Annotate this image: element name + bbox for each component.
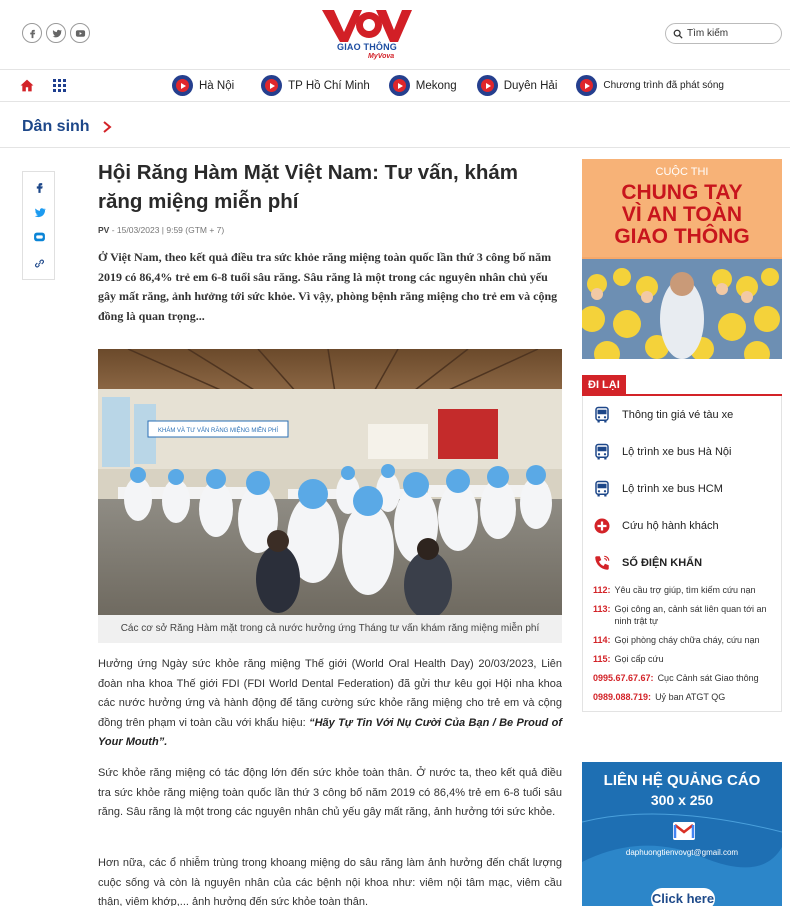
campaign-banner[interactable] [582, 159, 782, 359]
share-twitter-icon[interactable] [32, 205, 46, 219]
nav-item-label: Duyên Hải [503, 79, 558, 92]
rescue-icon [593, 517, 611, 535]
play-icon [389, 75, 410, 96]
logo-tagline: MyVova [368, 53, 395, 60]
di-lai-title: ĐI LẠI [582, 375, 626, 395]
dl-item-label: Lộ trình xe bus Hà Nội [622, 445, 732, 458]
ad-size: 300 x 250 [650, 792, 714, 808]
search-icon[interactable] [673, 29, 683, 39]
dl-item-bus-hcm[interactable] [583, 470, 781, 507]
nav-item-label: Hà Nội [199, 79, 235, 92]
phone-desc: Cục Cảnh sát Giao thông [657, 673, 759, 683]
nav-item-duyen-hai[interactable] [477, 75, 558, 96]
nav-items [172, 75, 724, 96]
phone-desc: Gọi cấp cứu [614, 654, 664, 664]
search-input[interactable] [687, 28, 777, 39]
article-paragraph-3: Hơn nữa, các ổ nhiễm trùng trong khoang miệng do sâu răng làm ảnh hưởng đến chất lượng cuộc sống và còn là nguyên nhân của các bệnh nội khoa như: viêm nội tâm mạc, viêm cầu thận, viêm khớp,... ảnh hưởng đến sức khỏe toàn thân. [98, 857, 562, 906]
article [98, 158, 562, 906]
banner-line-1: CUỘC THI [655, 166, 709, 178]
nav-item-label: TP Hồ Chí Minh [288, 79, 370, 92]
nav-item-chuong-trinh[interactable] [576, 75, 724, 96]
dl-item-label: Cứu hộ hành khách [622, 519, 719, 532]
main-nav [0, 70, 790, 102]
phone-number: 113: [593, 604, 611, 614]
article-sapo: Ở Việt Nam, theo kết quả điều tra sức khỏe răng miệng toàn quốc lần thứ 3 công bố năm 2019 có 86,4% trẻ em 6-8 tuổi sâu răng. Sâu răng là một trong các nguyên nhân chủ yếu gây mất răng, ảnh hưởng tới sức khỏe. Vì vậy, phòng bệnh răng miệng cho trẻ em và cộng đồng là quan trọng... [98, 250, 558, 323]
click-here-button[interactable]: Click here [651, 888, 715, 906]
gmail-icon [673, 822, 695, 840]
phone-item-112[interactable] [583, 581, 781, 600]
bus-icon [593, 443, 611, 461]
phone-item-114[interactable] [583, 631, 781, 650]
phone-desc: Uỷ ban ATGT QG [655, 692, 726, 702]
phone-number: 112: [593, 585, 611, 595]
copy-link-icon[interactable] [32, 256, 46, 270]
facebook-icon[interactable] [22, 23, 42, 43]
nav-item-ha-noi[interactable] [172, 75, 234, 96]
play-icon [261, 75, 282, 96]
section-title[interactable]: Dân sinh [22, 118, 90, 135]
top-header [0, 0, 790, 70]
ad-contact-box[interactable] [582, 762, 782, 906]
article-meta [98, 225, 562, 235]
article-author[interactable]: PV [98, 225, 110, 235]
article-title: Hội Răng Hàm Mặt Việt Nam: Tư vấn, khám răng miệng miễn phí [98, 161, 518, 213]
nav-item-label: Mekong [415, 79, 457, 92]
share-bar [22, 171, 55, 280]
twitter-icon[interactable] [46, 23, 66, 43]
grid-menu-icon[interactable] [53, 79, 66, 92]
nav-item-tp-hcm[interactable] [261, 75, 370, 96]
ad-title: LIÊN HỆ QUẢNG CÁO [603, 772, 761, 789]
bus-icon [593, 406, 611, 424]
banner-line-2: CHUNG TAY [621, 181, 743, 204]
vov-logo-mark [322, 8, 412, 44]
youtube-icon[interactable] [70, 23, 90, 43]
article-date: - 15/03/2023 | 9:59 (GTM + 7) [109, 225, 225, 235]
phone-item-csgt[interactable] [583, 669, 781, 688]
article-paragraph-2: Sức khỏe răng miệng có tác động lớn đến sức khỏe toàn thân. Ở nước ta, theo kết quả điều tra sức khỏe răng miệng toàn quốc lần thứ 3 công bố năm 2019 có 86,4% trẻ em 6-8 tuổi sâu răng. Sâu răng là một trong các nguyên nhân chủ yếu gây mất răng, ảnh hưởng tới sức khỏe. [98, 767, 562, 818]
chevron-right-icon [102, 121, 112, 133]
share-zalo-icon[interactable] [32, 230, 46, 244]
bus-icon [593, 480, 611, 498]
phone-number: 115: [593, 654, 611, 664]
search-box[interactable] [665, 23, 782, 44]
photo-caption: Các cơ sở Răng Hàm mặt trong cả nước hưởng ứng Tháng tư vấn khám răng miệng miễn phí [98, 615, 562, 643]
di-lai-widget [582, 375, 782, 712]
phone-item-atgt[interactable] [583, 688, 781, 707]
play-icon [477, 75, 498, 96]
vov-logo[interactable] [322, 8, 412, 66]
dl-item-bus-hanoi[interactable] [583, 433, 781, 470]
phone-desc: Yêu cầu trợ giúp, tìm kiếm cứu nạn [614, 585, 756, 595]
paragraph-1-quote: “Hãy Tự Tin Với Nụ Cười Của Bạn / Be Proud of Your Mouth”. [98, 716, 562, 748]
phone-desc: Gọi công an, cảnh sát liên quan tới an ninh trật tự [614, 604, 767, 626]
phone-item-115[interactable] [583, 650, 781, 669]
phone-number: 114: [593, 635, 611, 645]
share-facebook-icon[interactable] [32, 180, 46, 194]
home-icon[interactable] [20, 79, 34, 92]
paragraph-1-text: Hưởng ứng Ngày sức khỏe răng miệng Thế giới (World Oral Health Day) 20/03/2023, Liên đoàn nha khoa Thế giới FDI (FDI World Dental Federation) đã gửi thư kêu gọi Hội nha khoa các nước hưởng ứng và hành động để tăng cường sức khỏe răng miệng cho trẻ em và cộng đồng trên phạm vi toàn cầu với khẩu hiệu: [98, 658, 562, 729]
nav-item-label: Chương trình đã phát sóng [603, 80, 724, 91]
dl-item-ticket-info[interactable] [583, 396, 781, 433]
article-figure [98, 349, 562, 643]
dl-item-label: SỐ ĐIỆN KHẨN [622, 556, 703, 569]
section-breadcrumb [0, 103, 790, 148]
play-icon [576, 75, 597, 96]
dl-item-label: Thông tin giá vé tàu xe [622, 408, 734, 421]
phone-icon [593, 554, 611, 572]
phone-item-113[interactable] [583, 600, 781, 631]
article-paragraph-1 [98, 655, 562, 753]
ad-email[interactable]: daphuongtienvovgt@gmail.com [625, 848, 739, 857]
di-lai-list [582, 396, 782, 712]
banner-line-4: GIAO THÔNG [614, 225, 750, 248]
dl-item-emergency[interactable] [583, 544, 781, 581]
play-icon [172, 75, 193, 96]
article-photo[interactable] [98, 349, 562, 615]
phone-desc: Gọi phòng cháy chữa cháy, cứu nạn [614, 635, 760, 645]
photo-banner-text: KHÁM VÀ TƯ VẤN RĂNG MIỆNG MIỄN PHÍ [157, 428, 279, 434]
logo-subtitle: GIAO THÔNG [337, 42, 397, 52]
dl-item-rescue[interactable] [583, 507, 781, 544]
phone-number: 0989.088.719: [593, 692, 652, 702]
phone-number: 0995.67.67.67: [593, 673, 654, 683]
banner-line-3: VÌ AN TOÀN [621, 203, 743, 226]
dl-item-label: Lộ trình xe bus HCM [622, 482, 723, 495]
social-links [22, 23, 90, 43]
nav-item-mekong[interactable] [389, 75, 457, 96]
